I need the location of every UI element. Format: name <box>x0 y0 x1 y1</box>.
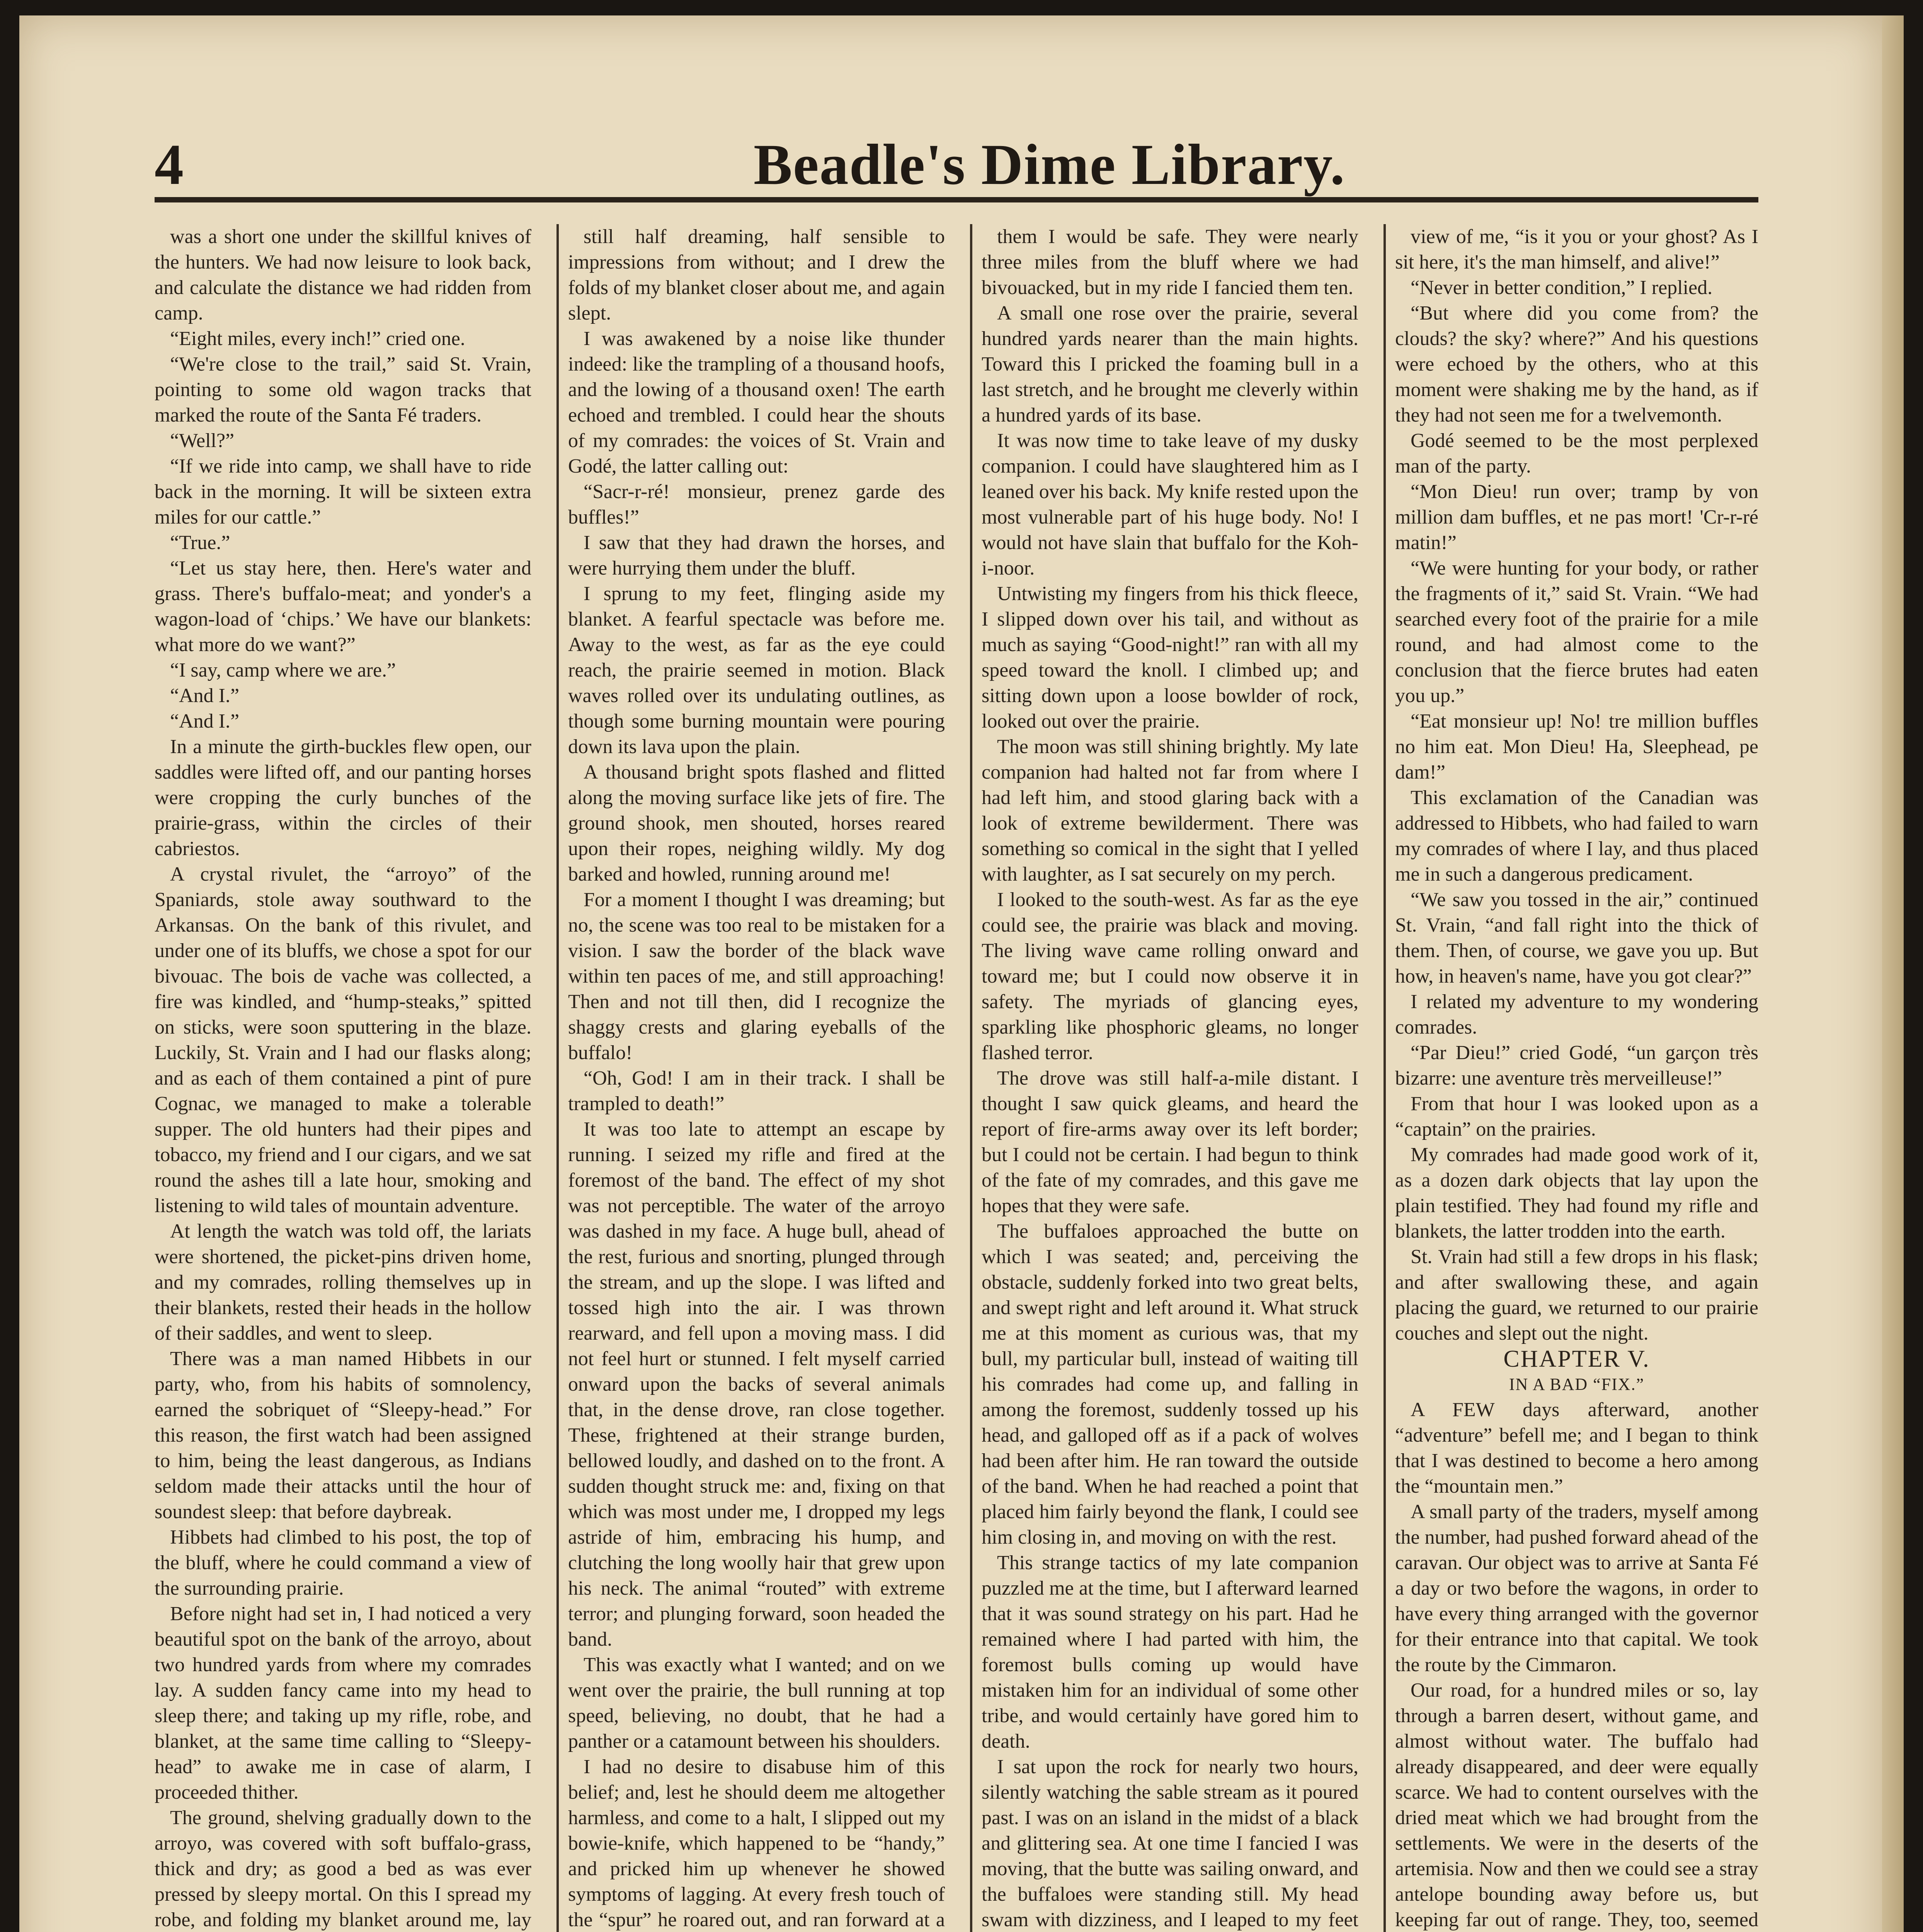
paragraph: view of me, “is it you or your ghost? As I sit here, it's the man himself, and alive!” <box>1395 226 1758 273</box>
paragraph: A small one rose over the prairie, several hundred yards nearer than the main hights. Toward this I pricked the foaming bull in a last stretch, and he brought me cleverly within a hundred yards of its base. <box>982 302 1358 426</box>
header-rule <box>155 197 1758 202</box>
paragraph: “We were hunting for your body, or rather the fragments of it,” said St. Vrain. “We had searched every foot of the prairie for a mile round, and had almost come to the conclusion that the fierce brutes had eaten you up.” <box>1395 557 1758 707</box>
paragraph: “True.” <box>170 532 230 554</box>
paragraph: I related my adventure to my wondering comrades. <box>1395 991 1758 1038</box>
paragraph: “But where did you come from? the clouds? the sky? where?” And his questions were echoed by the others, who at this moment were shaking me by the hand, as if they had not seen me for a twelvemonth. <box>1395 302 1758 426</box>
paragraph: A crystal rivulet, the “arroyo” of the Spaniards, stole away southward to the Arkansas. On the bank of this rivulet, and under one of its bluffs, we chose a spot for our bivouac. The bois de vache was collected, a fire was kindled, and “hump-steaks,” spitted on sticks, were soon sputtering in the blaze. Luckily, St. Vrain and I had our flasks along; and as each of them contained a pint of pure Cognac, we managed to make a tolerable supper. The old hunters had their pipes and tobacco, my friend and I our cigars, and we sat round the ashes till a late hour, smoking and listening to wild tales of mountain adventure. <box>155 863 531 1217</box>
paragraph: “We're close to the trail,” said St. Vrain, pointing to some old wagon tracks that marked the route of the Santa Fé traders. <box>155 353 531 426</box>
paragraph: The moon was still shining brightly. My late companion had halted not far from where I had left him, and stood glaring back with a look of extreme bewilderment. There was something so comical in the sight that I yelled with laughter, as I sat securely on my perch. <box>982 736 1358 885</box>
paragraph: It was too late to attempt an escape by running. I seized my rifle and fired at the foremost of the band. The effect of my shot was not perceptible. The water of the arroyo was dashed in my face. A huge bull, ahead of the rest, furious and snorting, plunged through the stream, and up the slope. I was lifted and tossed high into the air. I was thrown rearward, and fell upon a moving mass. I did not feel hurt or stunned. I felt myself carried onward upon the backs of several animals that, in the dense drove, ran close together. These, frightened at their strange burden, bellowed loudly, and dashed on to the front. A sudden thought struck me: and, fixing on that which was most under me, I dropped my legs astride of him, embracing his hump, and clutching the long woolly hair that grew upon his neck. The animal “routed” with extreme terror; and plunging forward, soon headed the band. <box>568 1118 945 1650</box>
paragraph: This exclamation of the Canadian was addressed to Hibbets, who had failed to warn my comrades of where I lay, and thus placed me in such a dangerous predicament. <box>1395 787 1758 885</box>
paragraph: A small party of the traders, myself among the number, had pushed forward ahead of the caravan. Our object was to arrive at Santa Fé a day or two before the wagons, in order to have every thing arranged with the governor for their entrance into that capital. We took the route by the Cimmaron. <box>1395 1501 1758 1676</box>
paragraph: “We saw you tossed in the air,” continued St. Vrain, “and fall right into the thick of them. Then, of course, we gave you up. But how, in heaven's name, have you got clear?” <box>1395 889 1758 987</box>
paragraph: “Par Dieu!” cried Godé, “un garçon très bizarre: une aventure très merveilleuse!” <box>1395 1042 1758 1089</box>
paragraph: “Eat monsieur up! No! tre million buffles no him eat. Mon Dieu! Ha, Sleephead, pe dam!” <box>1395 710 1758 783</box>
paragraph: I was awakened by a noise like thunder indeed: like the trampling of a thousand hoofs, and the lowing of a thousand oxen! The earth echoed and trembled. I could hear the shouts of my comrades: the voices of St. Vrain and Godé, the latter calling out: <box>568 328 945 477</box>
paragraph: Godé seemed to be the most perplexed man of the party. <box>1395 430 1758 477</box>
paragraph: “Well?” <box>170 430 235 452</box>
paragraph: The buffaloes approached the butte on which I was seated; and, perceiving the obstacle, suddenly forked into two great belts, and swept right and left around it. What struck me at this moment as curious was, that my bull, my particular bull, instead of waiting till his comrades had come up, and falling in among the foremost, suddenly tossed up his head, and galloped off as if a pack of wolves had been after him. He ran toward the outside of the band. When he had reached a point that placed him fairly beyond the flank, I could see him closing in, and moving on with the rest. <box>982 1220 1358 1548</box>
paragraph: This strange tactics of my late companion puzzled me at the time, but I afterward learned that it was sound strategy on his part. Had he remained where I had parted with him, the foremost bulls coming up would have mistaken him for an individual of some other tribe, and would certainly have gored him to death. <box>982 1552 1358 1752</box>
page-header <box>155 131 1758 197</box>
text-column-3 <box>982 224 1358 1932</box>
running-title: Beadle's Dime Library. <box>754 133 1346 197</box>
paragraph: A thousand bright spots flashed and flitted along the moving surface like jets of fire. The ground shook, men shouted, horses reared upon their ropes, neighing wildly. My dog barked and howled, running around me! <box>568 761 945 885</box>
paragraph: I sprung to my feet, flinging aside my blanket. A fearful spectacle was before me. Away to the west, as far as the eye could reach, the prairie seemed in motion. Black waves rolled over its undulating outlines, as though some burning mountain were pouring down its lava upon the plain. <box>568 583 945 758</box>
paragraph: was a short one under the skillful knives of the hunters. We had now leisure to look back, and calculate the distance we had ridden from camp. <box>155 226 531 324</box>
column-4-bottom <box>1395 1397 1758 1932</box>
paragraph: For a moment I thought I was dreaming; but no, the scene was too real to be mistaken for a vision. I saw the border of the black wave within ten paces of me, and still approaching! Then and not till then, did I recognize the shaggy crests and glaring eyeballs of the buffalo! <box>568 889 945 1064</box>
paragraph: Our road, for a hundred miles or so, lay through a barren desert, without game, and almost without water. The buffalo had already disappeared, and deer were equally scarce. We had to content ourselves with the dried meat which we had brought from the settlements. We were in the deserts of the artemisia. Now and then we could see a stray antelope bounding away before us, but keeping far out of range. They, too, seemed <box>1395 1679 1758 1931</box>
paragraph: At length the watch was told off, the lariats were shortened, the picket-pins driven home, and my comrades, rolling themselves up in their blankets, rested their heads in the hollow of their saddles, and went to sleep. <box>155 1220 531 1344</box>
paragraph: I sat upon the rock for nearly two hours, silently watching the sable stream as it poured past. I was on an island in the midst of a black and glittering sea. At one time I fancied I was moving, that the butte was sailing onward, and the buffaloes were standing still. My head swam with dizziness, and I leaped to my feet <box>982 1756 1358 1931</box>
paragraph: There was a man named Hibbets in our party, who, from his habits of somnolency, earned the sobriquet of “Sleepy-head.” For this reason, the first watch had been assigned to him, being the least dangerous, as Indians seldom made their attacks until the hour of soundest sleep: that before daybreak. <box>155 1348 531 1523</box>
paragraph: “Sacr-r-ré! monsieur, prenez garde des buffles!” <box>568 481 945 528</box>
paragraph: My comrades had made good work of it, as a dozen dark objects that lay upon the plain testified. They had found my rifle and blankets, the latter trodden into the earth. <box>1395 1144 1758 1242</box>
paragraph: Hibbets had climbed to his post, the top of the bluff, where he could command a view of the surrounding prairie. <box>155 1526 531 1599</box>
paragraph: “Mon Dieu! run over; tramp by von million dam buffles, et ne pas mort! 'Cr-r-ré matin!” <box>1395 481 1758 554</box>
column-divider <box>1384 224 1386 1932</box>
paragraph: “Eight miles, every inch!” cried one. <box>170 328 465 350</box>
paragraph: St. Vrain had still a few drops in his flask; and after swallowing these, and again placing the guard, we returned to our prairie couches and slept out the night. <box>1395 1246 1758 1344</box>
paragraph: “Oh, God! I am in their track. I shall be trampled to death!” <box>568 1067 945 1115</box>
paragraph: I looked to the south-west. As far as the eye could see, the prairie was black and moving. The living wave came rolling onward and toward me; but I could now observe it in safety. The myriads of glancing eyes, sparkling like phosphoric gleams, no longer flashed terror. <box>982 889 1358 1064</box>
text-column-2 <box>568 224 945 1932</box>
paragraph: I had no desire to disabuse him of this belief; and, lest he should deem me altogether harmless, and come to a halt, I slipped out my bowie-knife, which happened to be “handy,” and pricked him up whenever he showed symptoms of lagging. At every fresh touch of the “spur” he roared out, and ran forward at a <box>568 1756 945 1931</box>
paragraph: Before night had set in, I had noticed a very beautiful spot on the bank of the arroyo, about two hundred yards from where my comrades lay. A sudden fancy came into my head to sleep there; and taking up my rifle, robe, and blanket, at the same time calling to “Sleepy-head” to awake me in case of alarm, I proceeded thither. <box>155 1603 531 1803</box>
paragraph: “Never in better condition,” I replied. <box>1411 277 1713 299</box>
paragraph: Untwisting my fingers from his thick fleece, I slipped down over his tail, and without as much as saying “Good-night!” ran with all my speed toward the knoll. I climbed up; and sitting down upon a loose bowlder of rock, looked out over the prairie. <box>982 583 1358 732</box>
column-divider <box>556 224 559 1932</box>
paragraph: It was now time to take leave of my dusky companion. I could have slaughtered him as I leaned over his back. My knife rested upon the most vulnerable part of his huge body. No! I would not have slain that buffalo for the Koh-i-noor. <box>982 430 1358 579</box>
paragraph: In a minute the girth-buckles flew open, our saddles were lifted off, and our panting horses were cropping the curly bunches of the prairie-grass, within the circles of their cabriestos. <box>155 736 531 860</box>
chapter-subtitle: IN A BAD “FIX.” <box>1509 1375 1645 1394</box>
paragraph: still half dreaming, half sensible to impressions from without; and I drew the folds of my blanket closer about me, and again slept. <box>568 226 945 324</box>
chapter-title: CHAPTER V. <box>1503 1346 1650 1372</box>
paragraph: I saw that they had drawn the horses, and were hurrying them under the bluff. <box>568 532 945 579</box>
paragraph: “I say, camp where we are.” <box>170 659 396 681</box>
newspaper-page <box>19 15 1882 1932</box>
text-column-1 <box>155 224 531 1932</box>
column-divider <box>970 224 972 1932</box>
paragraph: This was exactly what I wanted; and on we went over the prairie, the bull running at top speed, believing, no doubt, that he had a panther or a catamount between his shoulders. <box>568 1654 945 1752</box>
paragraph: A FEW days afterward, another “adventure” befell me; and I began to think that I was destined to become a hero among the “mountain men.” <box>1395 1399 1758 1497</box>
paragraph: “And I.” <box>170 685 240 707</box>
paragraph: “If we ride into camp, we shall have to ride back in the morning. It will be sixteen extra miles for our cattle.” <box>155 455 531 528</box>
text-column-4 <box>1395 224 1758 1932</box>
paragraph: “And I.” <box>170 710 240 732</box>
paragraph: From that hour I was looked upon as a “captain” on the prairies. <box>1395 1093 1758 1140</box>
paragraph: “Let us stay here, then. Here's water and grass. There's buffalo-meat; and yonder's a wagon-load of ‘chips.’ We have our blankets: what more do we want?” <box>155 557 531 656</box>
column-4-top <box>1395 224 1758 1346</box>
paragraph: The drove was still half-a-mile distant. I thought I saw quick gleams, and heard the report of fire-arms away over its left border; but I could not be certain. I had begun to think of the fate of my comrades, and this gave me hopes that they were safe. <box>982 1067 1358 1217</box>
page-number: 4 <box>155 133 184 197</box>
paragraph: The ground, shelving gradually down to the arroyo, was covered with soft buffalo-grass, thick and dry; as good a bed as was ever pressed by sleepy mortal. On this I spread my robe, and folding my blanket around me, lay <box>155 1807 531 1931</box>
page-edge <box>1882 15 1904 1932</box>
paragraph: them I would be safe. They were nearly three miles from the bluff where we had bivouacked, but in my ride I fancied them ten. <box>982 226 1358 299</box>
